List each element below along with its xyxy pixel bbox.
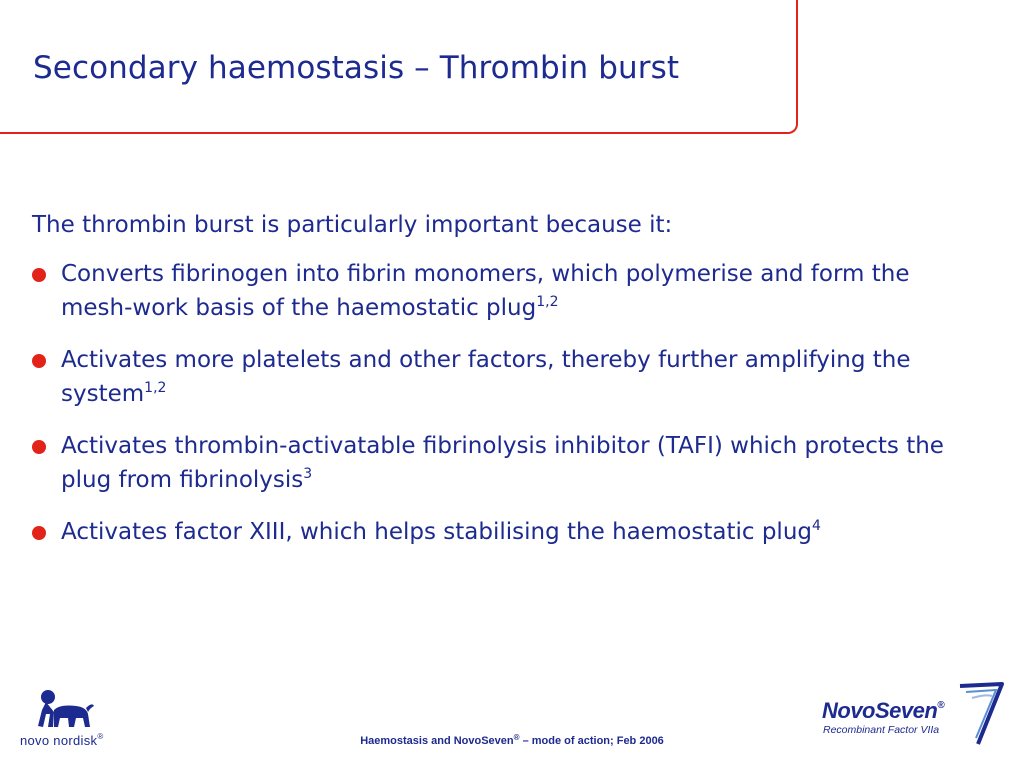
bullet-text: Converts fibrinogen into fibrin monomers, which polymerise and form the mesh-work basis of the haemostatic plug [61, 261, 910, 321]
footer-text-start: Haemostasis and NovoSeven [360, 735, 514, 747]
bullet-dot-icon [32, 526, 46, 540]
bullet-dot-icon [32, 268, 46, 282]
intro-text: The thrombin burst is particularly important because it: [32, 212, 673, 238]
bullet-reference: 4 [812, 518, 821, 534]
bullet-list [32, 257, 952, 549]
bullet-dot-icon [32, 354, 46, 368]
novoseven-name [822, 698, 944, 724]
bullet-reference: 3 [303, 466, 313, 482]
novoseven-registered-mark: ® [937, 700, 945, 711]
footer-registered-mark: ® [513, 733, 520, 742]
seven-swoosh-icon [956, 680, 1006, 748]
slide-content [32, 208, 952, 567]
bullet-item [32, 429, 952, 497]
bullet-item [32, 343, 952, 411]
bullet-item [32, 515, 952, 549]
bullet-text: Activates thrombin-activatable fibrinolysis inhibitor (TAFI) which protects the plug from fibrinolysis [61, 433, 944, 493]
novo-nordisk-registered-mark: ® [97, 732, 104, 741]
bullet-item [32, 257, 952, 325]
bullet-text: Activates factor XIII, which helps stabilising the haemostatic plug [61, 519, 813, 545]
bullet-text: Activates more platelets and other factors, thereby further amplifying the system [61, 347, 911, 407]
novoseven-logo [818, 680, 1008, 750]
novoseven-brand: NovoSeven [822, 698, 938, 723]
footer-text-end: – mode of action; Feb 2006 [519, 735, 664, 747]
bullet-reference: 1,2 [536, 294, 559, 310]
novo-nordisk-name: novo nordisk [20, 733, 98, 748]
bullet-reference: 1,2 [144, 380, 167, 396]
bullet-dot-icon [32, 440, 46, 454]
slide-title: Secondary haemostasis – Thrombin burst [33, 50, 680, 86]
novoseven-tagline: Recombinant Factor VIIa [823, 724, 940, 736]
